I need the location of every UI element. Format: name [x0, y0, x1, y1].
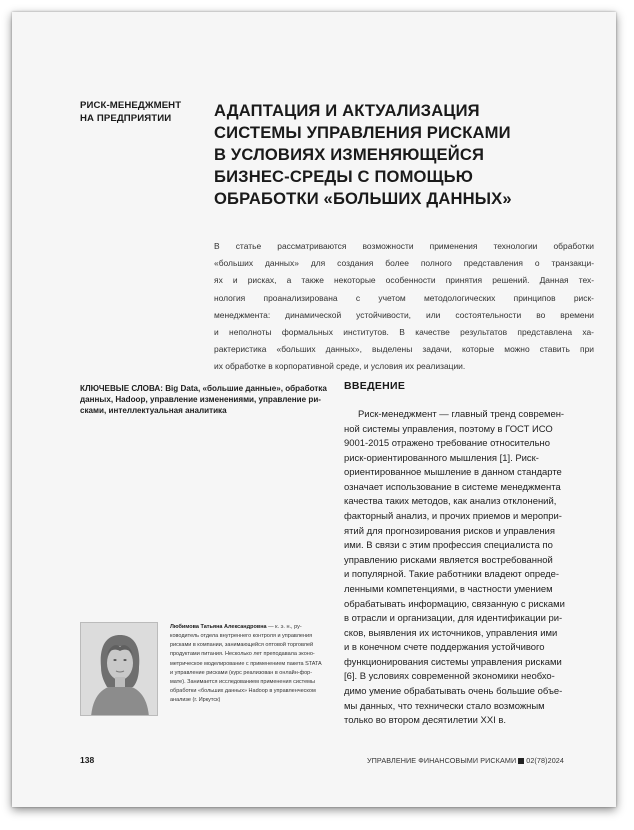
- body-line: функционирования системы управления рисками: [344, 656, 562, 668]
- page-number: 138: [80, 755, 95, 765]
- abstract-line: нология проанализирована с учетом методологических принципов риск-: [214, 292, 594, 303]
- body-line: только во втором десятилетии XXI в.: [344, 715, 507, 727]
- author-name: Любимова Татьяна Александровна: [170, 624, 267, 630]
- author-bio-line: [170, 623, 340, 632]
- author-bio-line: и управление рисками (курс реализован в онлайн-фор-: [170, 669, 313, 676]
- author-bio-line: метрическое моделирование с применением пакета STATA: [170, 660, 322, 667]
- journal-name: УПРАВЛЕНИЕ ФИНАНСОВЫМИ РИСКАМИ: [366, 756, 517, 765]
- body-line: и в конечном счете поддержания устойчивого: [344, 642, 545, 654]
- body-line: димо умение обрабатывать очень большие объе-: [344, 685, 563, 697]
- abstract-line: менеджмента: динамической устойчивости, или состоятельности во времени: [214, 309, 594, 320]
- abstract: [214, 238, 594, 376]
- section-label-line: РИСК-МЕНЕДЖМЕНТ: [80, 100, 182, 111]
- keywords-line: КЛЮЧЕВЫЕ СЛОВА: Big Data, «большие данные», обработка: [80, 384, 327, 393]
- body-line: факторный анализ, и прочих приемов и меропри-: [344, 511, 562, 523]
- body-line: мы данных, что технически стало возможным: [344, 700, 545, 712]
- author-bio-line: мате). Занимается исследованием применения системы: [170, 678, 315, 685]
- author-portrait: [81, 623, 158, 716]
- title-line: СИСТЕМЫ УПРАВЛЕНИЯ РИСКАМИ: [214, 123, 511, 142]
- body-line: ной системы управления, поэтому в ГОСТ ИСО: [344, 423, 553, 435]
- keywords-line: данных, Hadoop, управление изменениями, управление ри-: [80, 395, 321, 404]
- body-line: и популярной. Такие работники владеют опреде-: [344, 569, 560, 581]
- body-line: управлению рисками является востребованной: [344, 554, 553, 566]
- title-line: ОБРАБОТКИ «БОЛЬШИХ ДАННЫХ»: [214, 189, 512, 208]
- author-bio: [170, 623, 340, 705]
- body-line: риск-ориентированного мышления [1]. Риск-: [344, 452, 539, 464]
- square-separator-icon: [518, 758, 524, 764]
- body-line: в отрасли и организации, для идентификации ри-: [344, 613, 563, 625]
- body-line: ими. В связи с этим профессия специалиста по: [344, 540, 553, 552]
- author-bio-line: ководитель отдела внутреннего контроля и управления: [170, 633, 313, 640]
- journal-footer: [367, 756, 564, 765]
- abstract-line: и неполноты формальных институтов. В качестве результатов представлена ха-: [214, 327, 594, 338]
- author-bio-line: рисками в компании, занимающейся оптовой торговлей: [170, 642, 314, 649]
- author-bio-line: анализе (г. Иркутск): [170, 697, 221, 704]
- section-label: [80, 100, 200, 125]
- abstract-line: их обработке в корпоративной среде, и условия их реализации.: [214, 361, 466, 372]
- title-line: В УСЛОВИЯХ ИЗМЕНЯЮЩЕЙСЯ: [214, 145, 485, 164]
- body-line: обрабатывать информацию, связанную с рисками: [344, 598, 565, 610]
- author-photo: [80, 622, 158, 716]
- body-line: качества таких методов, как анализ отклонений,: [344, 496, 557, 508]
- author-bio-line: продуктами питания. Несколько лет преподавала эконо-: [170, 651, 315, 658]
- section-label-line: НА ПРЕДПРИЯТИИ: [80, 112, 172, 124]
- journal-page: [12, 12, 616, 807]
- article-title: [214, 100, 554, 210]
- keywords: [80, 383, 327, 416]
- abstract-line: «больших данных» для создания более полного представления о транзакци-: [214, 258, 594, 269]
- body-line: 9001-2015 отражено требование относительно: [344, 438, 550, 450]
- author-bio-line: обработки «больших данных» Hadoop в управленческом: [170, 688, 316, 695]
- introduction-text: [344, 408, 594, 729]
- author-bio-text: — к. э. н., ру-: [266, 624, 302, 630]
- abstract-line: рактеристика «больших данных», выделены задачи, которые можно ставить при: [214, 344, 594, 355]
- keywords-line: сками, интеллектуальная аналитика: [80, 406, 227, 415]
- body-line: ориентированное мышление в данном стандарте: [344, 467, 562, 479]
- abstract-line: ях и рисках, а также некоторые особенности принятия решений. Данная тех-: [214, 275, 594, 286]
- journal-issue: 02(78)2024: [526, 756, 564, 765]
- title-line: БИЗНЕС-СРЕДЫ С ПОМОЩЬЮ: [214, 167, 474, 186]
- body-line: означает использование в системе менеджмента: [344, 481, 561, 493]
- body-line: ленными компетенциями, в частности умением: [344, 583, 553, 595]
- abstract-line: В статье рассматриваются возможности применения технологии обработки: [214, 241, 594, 251]
- title-line: АДАПТАЦИЯ И АКТУАЛИЗАЦИЯ: [214, 101, 480, 120]
- body-line: ятий для прогнозирования рисков и управления: [344, 525, 555, 537]
- body-line: [6]. В условиях современной экономики необхо-: [344, 671, 555, 683]
- introduction-heading: ВВЕДЕНИЕ: [344, 380, 406, 392]
- body-line: сков, выявления их источников, управления ими: [344, 627, 558, 639]
- body-line: Риск-менеджмент — главный тренд современ-: [358, 409, 565, 420]
